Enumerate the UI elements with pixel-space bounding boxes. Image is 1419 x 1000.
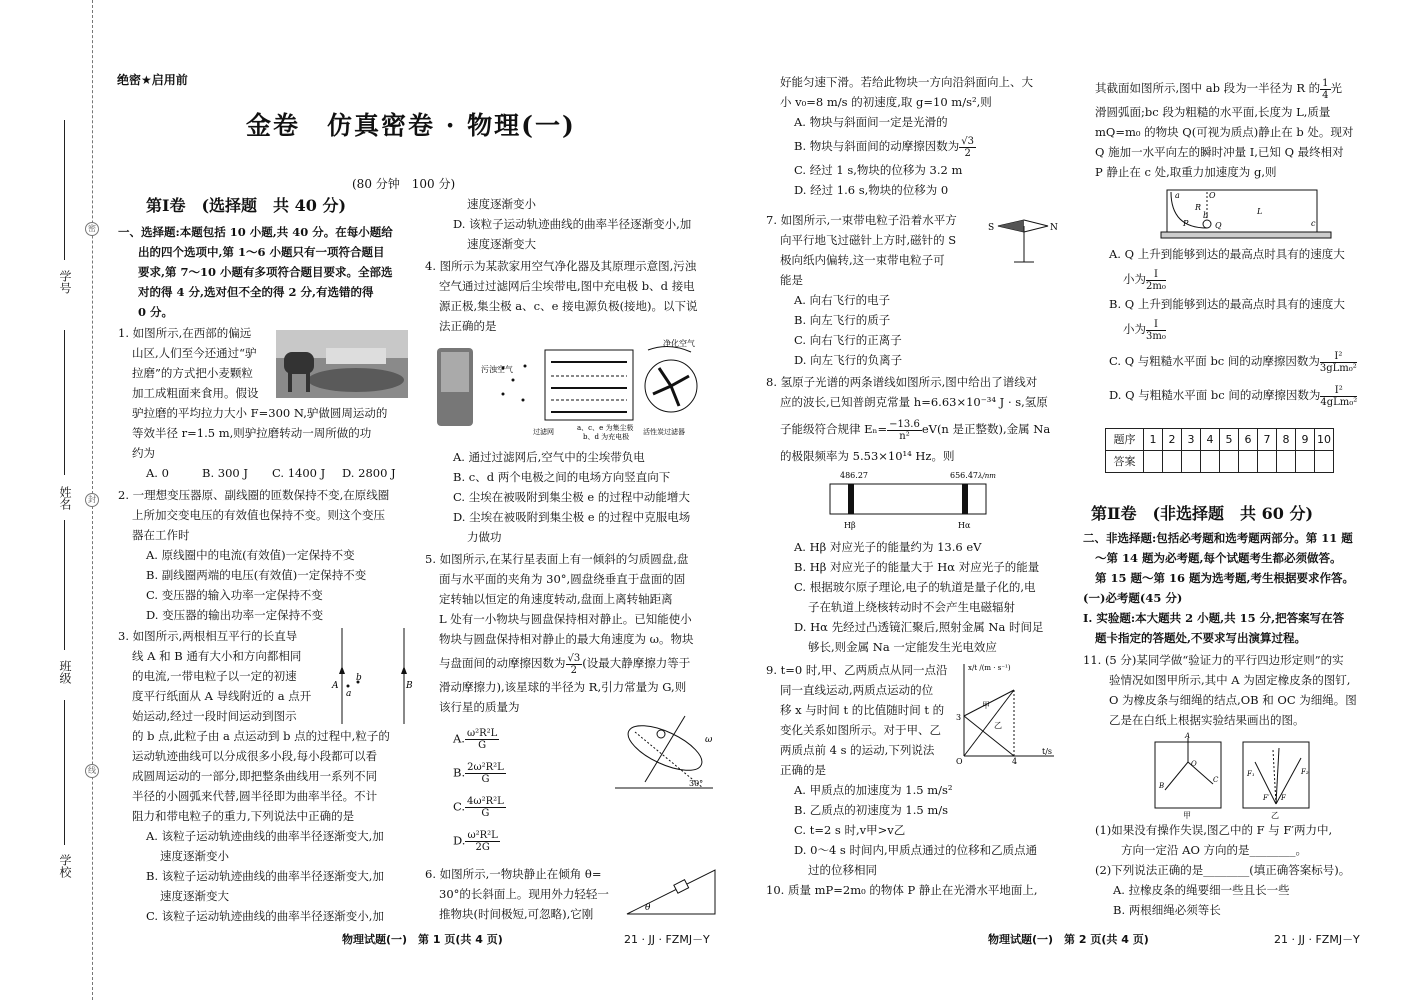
exam-time: (80 分钟 100 分) <box>352 177 456 191</box>
option-c: C. 尘埃在被吸附到集尘极 e 的过程中动能增大 <box>453 490 690 504</box>
option-a: A. 该粒子运动轨迹曲线的曲率半径逐渐变大,加 <box>146 829 384 843</box>
answer-cell[interactable] <box>1182 451 1201 473</box>
mu-fraction <box>959 136 976 159</box>
q-line: P 静止在 c 处,取重力加速度为 g,则 <box>1095 165 1277 179</box>
question-6-continued <box>766 72 1058 200</box>
q-line: 物块与圆盘保持相对静止的最大角速度为 ω。物块 <box>439 632 694 646</box>
parallel-wires-figure <box>324 626 413 726</box>
instr-line: 0 分。 <box>138 305 174 319</box>
q-line: 向平行地飞过磁针上方时,磁针的 S <box>780 233 957 247</box>
y-axis-label: x/t /(m · s⁻¹) <box>968 664 1011 672</box>
denominator: n² <box>899 430 910 442</box>
wavelength-2: 656.47 <box>950 471 978 480</box>
numerator: I² <box>1320 351 1357 363</box>
secret-label: 绝密★启用前 <box>117 73 188 87</box>
q-text: 其截面如图所示,图中 ab 段为一半径为 R 的 <box>1095 81 1321 95</box>
fig-jia-label: 甲 <box>1183 811 1191 820</box>
q-line: 5. 如图所示,在某行星表面上有一倾斜的匀质圆盘,盘 <box>425 552 689 566</box>
q-line: 应的波长,已知普朗克常量 h=6.63×10⁻³⁴ J · s,氢原 <box>780 395 1048 409</box>
name-blank <box>64 330 65 475</box>
f2-label: F₂ <box>1301 768 1309 776</box>
q-line: 极向纸内偏转,这一束带电粒子可 <box>780 253 945 267</box>
option-a: A. 向右飞行的电子 <box>794 293 891 307</box>
point-b-label: b <box>1203 211 1209 220</box>
option-a-value <box>1095 264 1385 294</box>
q-line: 的电流,一带电粒子以一定的初速 <box>132 669 297 683</box>
school-label: 学校 <box>58 854 72 878</box>
option-a: A. 通过过滤网后,空气中的尘埃带负电 <box>453 450 645 464</box>
hydrogen-spectrum-figure <box>826 466 996 532</box>
option-label: C. <box>453 799 466 814</box>
denominator: G <box>478 740 487 751</box>
answer-cell[interactable] <box>1201 451 1220 473</box>
q-line: 滑动摩擦力),该星球的半径为 R,引力常量为 G,则 <box>439 680 687 694</box>
q-text: eV(n 是正整数),金属 Na <box>921 422 1051 436</box>
q-line: 法正确的是 <box>439 319 497 333</box>
q-line: O 为橡皮条与细绳的结点,OB 和 OC 为细绳。图 <box>1109 693 1357 707</box>
numerator: I <box>1146 269 1166 281</box>
option-text: 小为 <box>1123 322 1146 336</box>
option-fraction <box>1146 319 1166 342</box>
q-line: 正确的是 <box>780 763 826 777</box>
q-line: mQ=m₀ 的物块 Q(可视为质点)静止在 b 处。现对 <box>1095 125 1354 139</box>
wavelength-1: 486.27 <box>840 471 868 480</box>
answer-num: 5 <box>1220 429 1239 451</box>
question-4 <box>425 256 720 336</box>
option-b: B. 向左飞行的质子 <box>794 313 891 327</box>
instr-line: Ⅰ. 实验题:本大题共 2 小题,共 15 分,把答案写在答 <box>1083 611 1345 625</box>
denominator: 4gLm₀² <box>1320 396 1358 408</box>
answer-num: 6 <box>1239 429 1258 451</box>
instr-line: 二、非选择题:包括必考题和选考题两部分。第 11 题 <box>1083 531 1353 545</box>
f1-label: F₁ <box>1247 770 1255 778</box>
q-line: 8. 氢原子光谱的两条谱线如图所示,图中给出了谱线对 <box>766 375 1038 389</box>
question-11 <box>1083 650 1385 730</box>
option-text: B. 物块与斜面间的动摩擦因数为 <box>794 139 960 153</box>
numerator: 4ω²R²L <box>467 796 504 807</box>
point-b-label: B <box>1159 782 1165 790</box>
required-heading: (一)必考题(45 分) <box>1083 591 1183 605</box>
q-line: 1. 如图所示,在西部的偏远 <box>118 326 252 340</box>
q-line: 度平行纸面从 A 导线附近的 a 点开 <box>132 689 312 703</box>
q-line: 该行星的质量为 <box>439 700 520 714</box>
option-a: A. Hβ 对应光子的能量约为 13.6 eV <box>794 540 982 554</box>
option-fraction <box>1320 385 1357 408</box>
part2-instructions <box>1083 528 1385 648</box>
option-d: D. 向左飞行的负离子 <box>794 353 903 367</box>
q-line: 移 x 与时间 t 的比值随时间 t 的 <box>780 703 945 717</box>
q-text: 与盘面间的动摩擦因数为 <box>439 656 566 670</box>
denominator: G <box>481 808 490 819</box>
incline-figure <box>625 866 717 916</box>
option-fraction <box>465 830 499 853</box>
answer-num: 7 <box>1258 429 1277 451</box>
option-b: B. 两根细绳必须等长 <box>1113 903 1221 917</box>
mu-fraction <box>566 653 583 676</box>
q-line: 变化关系如图所示。对于甲、乙 <box>780 723 941 737</box>
q-line: 好能匀速下滑。若给此物块一方向沿斜面向上、大 <box>780 75 1033 89</box>
q-text: (设最大静摩擦力等于 <box>582 656 691 670</box>
question-2 <box>118 485 410 625</box>
clean-air-label: 净化空气 <box>663 339 695 348</box>
option-c: C. 变压器的输入功率一定保持不变 <box>146 588 323 602</box>
q5-options <box>453 728 573 864</box>
option-d: D. 该粒子运动轨迹曲线的曲率半径逐渐变小,加 <box>453 217 692 231</box>
point-c-label: C <box>1213 776 1219 784</box>
option-fraction <box>465 728 499 751</box>
q-line: 6. 如图所示,一物块静止在倾角 θ= <box>425 867 602 881</box>
part1-heading: 第Ⅰ卷 (选择题 共 40 分) <box>146 196 347 215</box>
option-fraction <box>465 796 506 819</box>
q-line: 的极限频率为 5.53×10¹⁴ Hz。则 <box>780 449 955 463</box>
q-line: 30°的长斜面上。现用外力轻轻一 <box>439 887 609 901</box>
q-line: 2. 一理想变压器原、副线圈的匝数保持不变,在原线圈 <box>118 488 390 502</box>
force-parallelogram-figure <box>1151 734 1321 820</box>
angle-label: 30° <box>689 779 704 788</box>
subq-2: (2)下列说法正确的是________(填正确答案标号)。 <box>1095 863 1351 877</box>
carbon-label: 活性炭过滤器 <box>643 428 685 436</box>
option-d-cont: 过的位移相同 <box>808 863 877 877</box>
h-alpha-label: Hα <box>958 521 971 530</box>
option-label: B. <box>453 765 466 780</box>
yi-label: 乙 <box>994 721 1002 730</box>
xt-graph-figure <box>954 660 1058 764</box>
q-line: 11. (5 分)某同学做“验证力的平行四边形定则”的实 <box>1083 653 1344 667</box>
q-line: 加工成粗面来食用。假设 <box>132 386 259 400</box>
part2-heading: 第Ⅱ卷 (非选择题 共 60 分) <box>1091 504 1314 523</box>
charger-label: b、d 为充电极 <box>583 433 630 441</box>
option-a: A. 0 <box>146 466 169 480</box>
q-line-quarter <box>1095 74 1385 102</box>
option-d: D. 变压器的输出功率一定保持不变 <box>146 608 324 622</box>
q-line: 约为 <box>132 446 155 460</box>
answer-num: 2 <box>1163 429 1182 451</box>
q-line: 驴拉磨的平均拉力大小 F=300 N,驴做圆周运动的 <box>132 406 388 420</box>
option-label: D. <box>453 833 466 848</box>
x-tick-4: 4 <box>1012 757 1018 766</box>
donkey-mill-photo <box>276 330 408 398</box>
exam-title: 金卷 仿真密卷 · 物理(一) <box>246 111 576 140</box>
wire-a-label: A <box>332 681 339 691</box>
class-label: 班级 <box>58 660 72 684</box>
footer-left-title: 物理试题(一) 第 1 页(共 4 页) <box>342 933 503 946</box>
tilted-disk-figure <box>615 712 715 792</box>
q-line: 验情况如图甲所示,其中 A 为固定橡皮条的图钉, <box>1109 673 1351 687</box>
option-fraction <box>465 762 506 785</box>
option-b: B. 300 J <box>202 466 248 480</box>
option-b: B. Hβ 对应光子的能量大于 Hα 对应光子的能量 <box>794 560 1040 574</box>
name-label: 姓名 <box>58 486 72 510</box>
q-line: 上所加交变电压的有效值也保持不变。则这个变压 <box>132 508 385 522</box>
q-line: L 处有一小物块与圆盘保持相对静止。已知能使小 <box>439 612 692 626</box>
q-line: 拉磨”的方式把小麦颗粒 <box>132 366 253 380</box>
q-line: 运动轨迹曲线可以分成很多小段,每小段都可以看 <box>132 749 378 763</box>
point-b-label: b <box>356 673 362 683</box>
energy-fraction <box>887 419 922 442</box>
fig-yi-label: 乙 <box>1271 811 1279 820</box>
option-c: C. 1400 J <box>272 466 326 480</box>
f-label: F <box>1281 794 1286 802</box>
class-blank <box>64 520 65 650</box>
point-a-label: a <box>346 689 352 699</box>
option-b-value <box>1095 314 1385 344</box>
numerator: √3 <box>961 135 974 147</box>
denominator: 2m₀ <box>1146 280 1166 292</box>
answer-cell[interactable] <box>1296 451 1315 473</box>
option-b-cont: 速度逐渐变大 <box>160 889 229 903</box>
option-c-cont: 子在轨道上绕核转动时不会产生电磁辐射 <box>808 600 1015 614</box>
q-line: 9. t=0 时,甲、乙两质点从同一点沿 <box>766 663 948 677</box>
q-line: 阻力和带电粒子的重力,下列说法中正确的是 <box>132 809 355 823</box>
answer-cell[interactable] <box>1258 451 1277 473</box>
denominator: 3m₀ <box>1146 330 1166 342</box>
q-line: 推物块(时间极短,可忽略),它刚 <box>439 907 594 921</box>
answer-cell[interactable] <box>1144 451 1163 473</box>
unit-label: λ/nm <box>978 472 996 480</box>
option-d <box>453 830 573 864</box>
numerator: ω²R²L <box>467 830 498 841</box>
option-a-cont: 速度逐渐变小 <box>160 849 229 863</box>
point-a-label: a <box>1175 191 1180 200</box>
q-line: 器在工作时 <box>132 528 190 542</box>
answer-table <box>1105 428 1334 473</box>
q-line: 同一直线运动,两质点运动的位 <box>780 683 934 697</box>
instr-line: ～第 14 题为必考题,每个试题考生都必须做答。 <box>1095 551 1342 565</box>
denominator: G <box>481 774 490 785</box>
option-a <box>453 728 573 762</box>
theta-label: θ <box>645 903 651 913</box>
answer-num: 8 <box>1277 429 1296 451</box>
question-5 <box>425 549 720 717</box>
jia-label: 甲 <box>982 701 990 710</box>
q-line: 两质点前 4 s 的运动,下列说法 <box>780 743 935 757</box>
filter-label: 过滤网 <box>533 428 554 436</box>
option-d-cont: 够长,则金属 Na 一定能发生光电效应 <box>808 640 997 654</box>
footer-right-code: 21 · JJ · FZMJ－Y <box>1274 933 1360 946</box>
q10-line: 10. 质量 mP=2m₀ 的物体 P 静止在光滑水平地面上, <box>766 883 1038 897</box>
q-line: 速度逐渐变小 <box>467 197 536 211</box>
numerator: I² <box>1320 385 1357 397</box>
answer-cell[interactable] <box>1315 451 1334 473</box>
numerator: I <box>1146 319 1166 331</box>
option-b: B. c、d 两个电极之间的电场方向竖直向下 <box>453 470 671 484</box>
option-c: C. 经过 1 s,物块的位移为 3.2 m <box>794 163 963 177</box>
q-text: 子能级符合规律 Eₙ= <box>780 422 888 436</box>
h-beta-label: Hβ <box>844 521 856 530</box>
option-d-cont: 力做功 <box>467 530 502 544</box>
answer-num: 10 <box>1315 429 1334 451</box>
block-q-label: Q <box>1215 221 1222 230</box>
question-10-continued <box>1095 74 1385 182</box>
center-o-label: O <box>1209 191 1216 200</box>
q-line: 空气通过过滤网后尘埃带电,图中充电极 b、d 接电 <box>439 279 695 293</box>
option-text: 小为 <box>1123 272 1146 286</box>
option-a: A. 拉橡皮条的绳要细一些且长一些 <box>1113 883 1290 897</box>
q-line: 面与水平面的夹角为 30°,圆盘绕垂直于盘面的固 <box>439 572 686 586</box>
option-b: B. 乙质点的初速度为 1.5 m/s <box>794 803 949 817</box>
s-pole-label: S <box>988 223 995 233</box>
denominator: 2 <box>964 147 971 159</box>
question-3-continued <box>425 194 720 254</box>
denominator: 2G <box>475 842 490 853</box>
option-c: C. t=2 s 时,v甲>v乙 <box>794 823 906 837</box>
q-line: 能是 <box>780 273 803 287</box>
omega-label: ω <box>705 735 713 745</box>
answer-cell[interactable] <box>1277 451 1296 473</box>
dirty-air-label: 污浊空气 <box>481 365 513 374</box>
answer-cell[interactable] <box>1220 451 1239 473</box>
numerator: 1 <box>1322 77 1329 89</box>
q-text: 光 <box>1330 81 1343 95</box>
instr-line: 出的四个选项中,第 1～6 小题只有一项符合题目 <box>138 245 385 259</box>
q-line: 7. 如图所示,一束带电粒子沿着水平方 <box>766 213 957 227</box>
denominator: 3gLm₀² <box>1319 362 1357 374</box>
q10-options <box>1095 244 1385 412</box>
option-d: D. 尘埃在被吸附到集尘极 e 的过程中克服电场 <box>453 510 691 524</box>
q-line: 滑圆弧面;bc 段为粗糙的水平面,长度为 L,质量 <box>1095 105 1331 119</box>
q-line: 乙是在白纸上根据实验结果画出的图。 <box>1109 713 1305 727</box>
q-line: 线 A 和 B 通有大小和方向都相同 <box>132 649 302 663</box>
numerator: −13.6 <box>889 418 920 430</box>
question-8 <box>766 372 1058 466</box>
answer-cell[interactable] <box>1163 451 1182 473</box>
footer-left-code: 21 · JJ · FZMJ－Y <box>624 933 710 946</box>
q-line: 始运动,经过一段时间运动到图示 <box>132 709 297 723</box>
y-tick-3: 3 <box>956 713 962 722</box>
q-line: 的 b 点,此粒子由 a 点运动到 b 点的过程中,粒子的 <box>132 729 390 743</box>
point-a-label: A <box>1185 732 1191 740</box>
option-b: B. 该粒子运动轨迹曲线的曲率半径逐渐变大,加 <box>146 869 384 883</box>
option-b: B. Q 上升到能够到达的最高点时具有的速度大 <box>1109 297 1345 311</box>
option-d: D. 0～4 s 时间内,甲质点通过的位移和乙质点通 <box>794 843 1038 857</box>
option-c: C. 向右飞行的正离子 <box>794 333 902 347</box>
option-c <box>453 796 573 830</box>
option-c: C. 根据玻尔原子理论,电子的轨道是量子化的,电 <box>794 580 1036 594</box>
q-line-mu <box>425 649 720 677</box>
air-purifier-figure <box>433 338 718 442</box>
option-d: D. 2800 J <box>342 466 396 480</box>
f-prime-label: F′ <box>1263 794 1270 802</box>
q-line: 速度逐渐变大 <box>467 237 536 251</box>
option-a: A. 甲质点的加速度为 1.5 m/s² <box>794 783 953 797</box>
answer-num: 3 <box>1182 429 1201 451</box>
q-line: 等效半径 r=1.5 m,则驴拉磨转动一周所做的功 <box>132 426 372 440</box>
numerator: ω²R²L <box>466 728 498 739</box>
origin-label: O <box>956 757 963 766</box>
block-p-label: P <box>1183 219 1189 228</box>
option-fraction <box>1320 351 1357 374</box>
line-mark: 线 <box>85 764 99 778</box>
option-c <box>1095 344 1385 378</box>
option-text: D. Q 与粗糙水平面 bc 间的动摩擦因数为 <box>1109 388 1321 402</box>
option-d: D. 经过 1.6 s,物块的位移为 0 <box>794 183 949 197</box>
option-b: B. 副线圈两端的电压(有效值)一定保持不变 <box>146 568 367 582</box>
q-line: 成圆周运动的一部分,即把整条曲线用一系列不同 <box>132 769 378 783</box>
quarter-fraction <box>1320 78 1330 101</box>
answer-num: 9 <box>1296 429 1315 451</box>
arc-block-figure <box>1161 184 1331 240</box>
denominator: 4 <box>1322 89 1329 101</box>
option-a: A. Q 上升到能够到达的最高点时具有的速度大 <box>1109 247 1345 261</box>
answer-cell[interactable] <box>1239 451 1258 473</box>
option-label: A. <box>453 731 465 746</box>
q4-options <box>425 447 720 547</box>
q-line: 小 v₀=8 m/s 的初速度,取 g=10 m/s²,则 <box>780 95 992 109</box>
length-label: L <box>1257 207 1263 216</box>
subq-1: (1)如果没有操作失误,图乙中的 F 与 F′两力中, <box>1095 823 1333 837</box>
option-b <box>766 132 1058 160</box>
compass-needle-figure <box>988 208 1058 264</box>
option-c: C. 该粒子运动轨迹曲线的曲率半径逐渐变小,加 <box>146 909 384 923</box>
option-b <box>453 762 573 796</box>
numerator: √3 <box>567 652 581 664</box>
subq-1-cont: 方向一定沿 AO 方向的是________。 <box>1121 843 1308 857</box>
answer-row-head: 答案 <box>1106 451 1144 473</box>
q-line: 4. 图所示为某款家用空气净化器及其原理示意图,污浊 <box>425 259 697 273</box>
numerator: 2ω²R²L <box>467 762 504 773</box>
q1-options <box>118 463 410 483</box>
seal-mark: 密 <box>85 222 99 236</box>
instr-line: 第 15 题～第 16 题为选考题,考生根据要求作答。 <box>1095 571 1355 585</box>
instr-line: 题卡指定的答题处,不要求写出演算过程。 <box>1095 631 1307 645</box>
bind-mark: 封 <box>85 493 99 507</box>
option-a: A. 物块与斜面间一定是光滑的 <box>794 115 948 129</box>
wire-b-label: B <box>406 681 413 691</box>
q8-options <box>766 537 1058 657</box>
q-line-energy <box>766 412 1058 446</box>
x-axis-label: t/s <box>1042 747 1053 756</box>
option-text: C. Q 与粗糙水平面 bc 间的动摩擦因数为 <box>1109 354 1320 368</box>
answer-num: 1 <box>1144 429 1163 451</box>
option-d <box>1095 378 1385 412</box>
radius-label: R <box>1195 203 1202 212</box>
part1-instructions <box>118 222 410 322</box>
student-id-blank <box>64 120 65 260</box>
collector-label: a、c、e 为集尘极 <box>577 424 634 432</box>
instr-line: 对的得 4 分,选对但不全的得 2 分,有选错的得 <box>138 285 374 299</box>
school-blank <box>64 700 65 845</box>
instr-line: 一、选择题:本题包括 10 小题,共 40 分。在每小题给 <box>118 225 393 239</box>
option-a: A. 原线圈中的电流(有效值)一定保持不变 <box>146 548 355 562</box>
answer-table-head: 题序 <box>1106 429 1144 451</box>
n-pole-label: N <box>1050 223 1058 233</box>
q-line: 源正极,集尘极 a、c、e 接电源负极(接地)。以下说 <box>439 299 698 313</box>
answer-num: 4 <box>1201 429 1220 451</box>
denominator: 2 <box>570 664 578 676</box>
q-line: 3. 如图所示,两根相互平行的长直导 <box>118 629 298 643</box>
point-o-label: O <box>1191 760 1197 768</box>
footer-right-title: 物理试题(一) 第 2 页(共 4 页) <box>988 933 1149 946</box>
q-line: 半径的小圆弧来代替,圆半径即为曲率半径。不计 <box>132 789 378 803</box>
q11-subquestions <box>1095 820 1385 920</box>
instr-line: 要求,第 7～10 小题有多项符合题目要求。全部选 <box>138 265 393 279</box>
point-c-label: c <box>1311 219 1316 228</box>
q-line: Q 施加一水平向左的瞬时冲量 I,已知 Q 最终相对 <box>1095 145 1344 159</box>
q-line: 山区,人们至今还通过“驴 <box>132 346 257 360</box>
option-d: D. Hα 先经过凸透镜汇聚后,照射金属 Na 时间足 <box>794 620 1044 634</box>
option-fraction <box>1146 269 1166 292</box>
student-id-label: 学号 <box>58 270 72 294</box>
q-line: 定转轴以恒定的角速度转动,盘面上离转轴距离 <box>439 592 673 606</box>
